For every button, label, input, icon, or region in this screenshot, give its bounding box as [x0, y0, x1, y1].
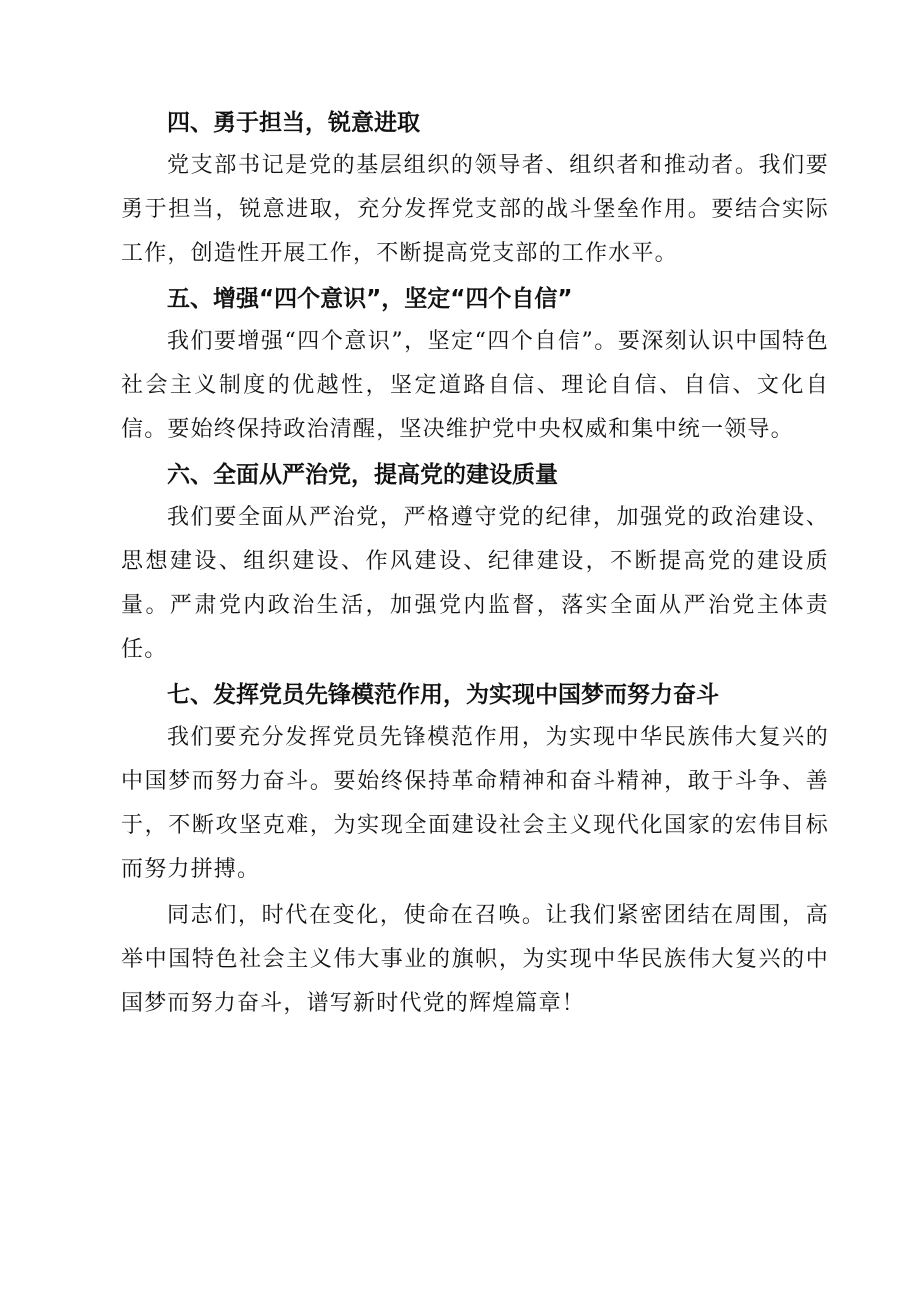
section-5 [121, 278, 829, 452]
section-4 [121, 102, 829, 276]
section-heading: 六、全面从严治党，提高党的建设质量 [167, 462, 558, 488]
section-6 [121, 454, 829, 672]
closing-paragraph: 同志们，时代在变化，使命在召唤。让我们紧密团结在周围，高举中国特色社会主义伟大事业的旗帜，为实现中华民族伟大复兴的中国梦而努力奋斗，谱写新时代党的辉煌篇章！ [121, 903, 829, 1016]
section-heading: 五、增强“四个意识”，坚定“四个自信” [167, 286, 573, 312]
document-body [121, 102, 829, 1026]
section-7 [121, 674, 829, 892]
section-paragraph: 我们要充分发挥党员先锋模范作用，为实现中华民族伟大复兴的中国梦而努力奋斗。要始终保持革命精神和奋斗精神，敢于斗争、善于，不断攻坚克难，为实现全面建设社会主义现代化国家的宏伟目标而努力拼搏。 [121, 725, 829, 882]
section-paragraph: 我们要全面从严治党，严格遵守党的纪律，加强党的政治建设、思想建设、组织建设、作风建设、纪律建设，不断提高党的建设质量。严肃党内政治生活，加强党内监督，落实全面从严治党主体责任。 [121, 505, 829, 662]
section-heading: 七、发挥党员先锋模范作用，为实现中国梦而努力奋斗 [167, 682, 719, 708]
section-paragraph: 党支部书记是党的基层组织的领导者、组织者和推动者。我们要勇于担当，锐意进取，充分发挥党支部的战斗堡垒作用。要结合实际工作，创造性开展工作，不断提高党支部的工作水平。 [121, 153, 829, 266]
section-heading: 四、勇于担当，锐意进取 [167, 110, 420, 136]
section-paragraph: 我们要增强“四个意识”，坚定“四个自信”。要深刻认识中国特色社会主义制度的优越性，坚定道路自信、理论自信、自信、文化自信。要始终保持政治清醒，坚决维护党中央权威和集中统一领导。 [121, 329, 829, 442]
